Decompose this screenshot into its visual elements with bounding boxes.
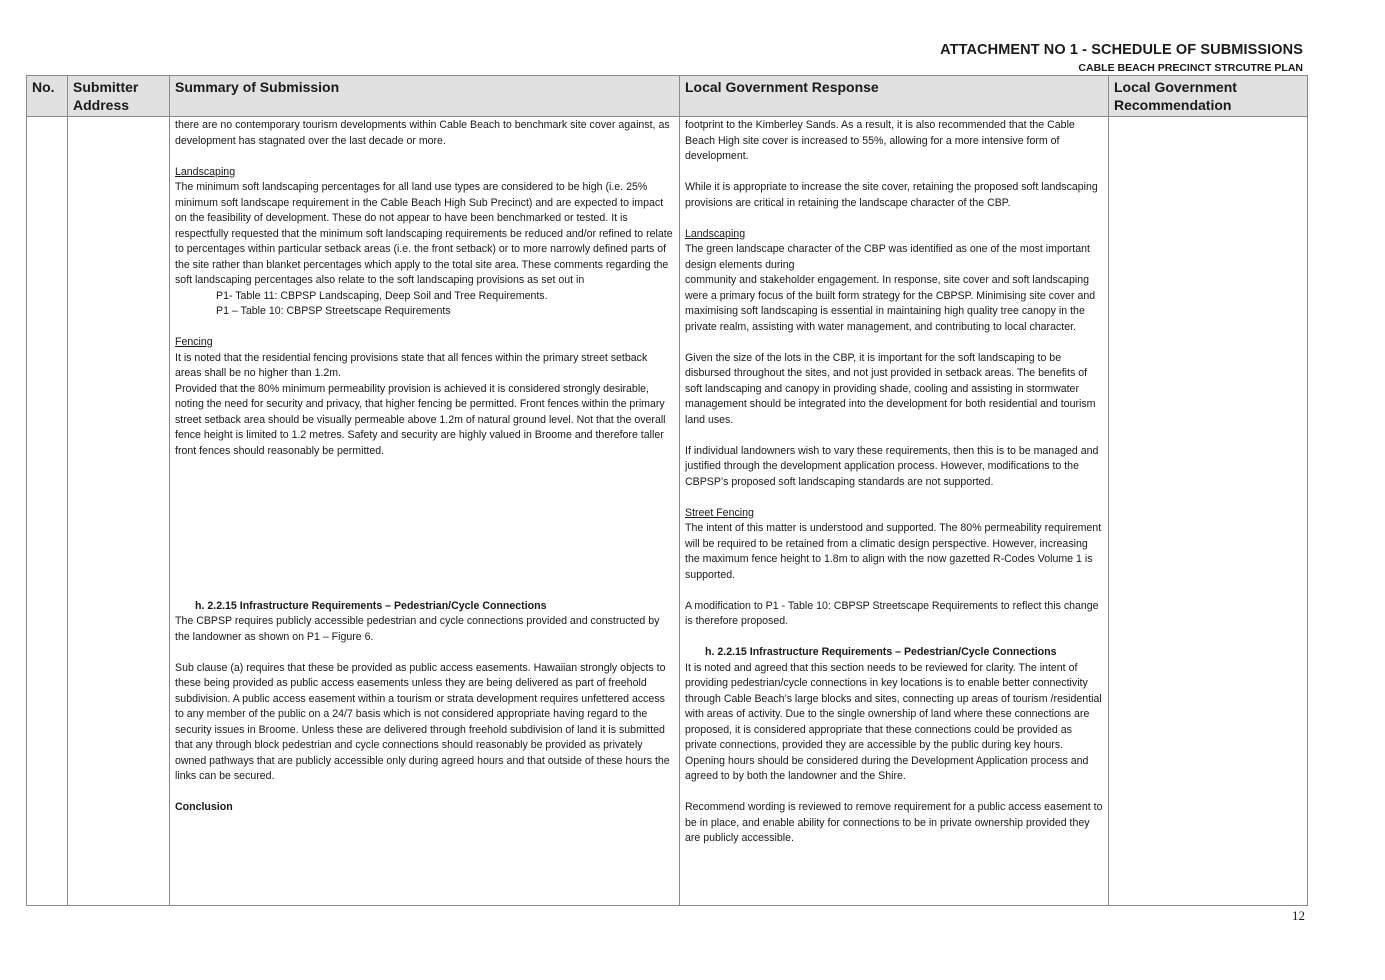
response-paragraph-9: Recommend wording is reviewed to remove requirement for a public access easement to be in place, and enable ability for connections to be in private ownership provided they are publicly accessible.	[685, 801, 1103, 844]
response-paragraph-7: A modification to P1 - Table 10: CBPSP Streetscape Requirements to reflect this change is therefore proposed.	[685, 599, 1099, 627]
summary-infrastructure-heading: h. 2.2.15 Infrastructure Requirements – Pedestrian/Cycle Connections	[195, 599, 547, 612]
summary-landscaping-section	[175, 165, 675, 320]
submissions-table	[26, 75, 1308, 906]
document-title: ATTACHMENT NO 1 - SCHEDULE OF SUBMISSIONS	[940, 42, 1303, 58]
summary-fencing-text-1: It is noted that the residential fencing provisions state that all fences within the primary street setback areas shall be no higher than 1.2m.	[175, 351, 648, 379]
cell-no	[27, 117, 68, 906]
response-fencing-heading: Street Fencing	[685, 506, 754, 519]
summary-infrastructure-text-1: The CBPSP requires publicly accessible pedestrian and cycle connections provided and constructed by the landowner as shown on P1 – Figure 6.	[175, 615, 660, 643]
column-header-response: Local Government Response	[680, 76, 1109, 117]
response-landscaping-heading: Landscaping	[685, 227, 746, 240]
response-paragraph-3: The green landscape character of the CBP was identified as one of the most important design elements during	[685, 243, 1090, 271]
summary-fencing-section	[175, 335, 675, 459]
response-paragraph-5: If individual landowners wish to vary these requirements, then this is to be managed and justified through the development application process. However, modifications to the CBPSP’s proposed soft landscaping standards are not supported.	[685, 444, 1099, 488]
column-header-submitter: Submitter Address	[68, 76, 170, 117]
document-subtitle: CABLE BEACH PRECINCT STRCUTRE PLAN	[1078, 62, 1303, 74]
cell-submitter	[68, 117, 170, 906]
column-header-no: No.	[27, 76, 68, 117]
summary-reference-1: P1- Table 11: CBPSP Landscaping, Deep Soil and Tree Requirements.	[216, 289, 548, 302]
table-row	[27, 117, 1308, 906]
summary-spacer	[175, 475, 675, 599]
response-landscaping-section	[685, 227, 1104, 336]
summary-conclusion-heading: Conclusion	[175, 801, 233, 813]
response-paragraph-6: The intent of this matter is understood and supported. The 80% permeability requirement will be required to be retained from a climatic design perspective. However, increasing the maximum fence height to 1.8m to align with the now gazetted R-Codes Volume 1 is supported.	[685, 522, 1102, 581]
response-paragraph-8: It is noted and agreed that this section needs to be reviewed for clarity. The intent of providing pedestrian/cycle connections in key locations is to enable better connectivity through Cable Beach’s large blocks and sites, connecting up areas of tourism /residential with areas of activity. Due to the single ownership of land where these connections are proposed, it is considered appropriate that these connections could be provided as private connections, provided they are accessible by the public during key hours. Opening hours should be considered during the Development Application process and agreed to by both the landowner and the Shire.	[685, 661, 1102, 782]
summary-fencing-heading: Fencing	[175, 336, 213, 348]
summary-reference-2: P1 – Table 10: CBPSP Streetscape Requirements	[216, 305, 451, 317]
cell-response	[680, 117, 1109, 906]
column-header-summary: Summary of Submission	[170, 76, 680, 117]
summary-infrastructure-section	[175, 599, 675, 646]
summary-intro: there are no contemporary tourism developments within Cable Beach to benchmark site cover against, as development has stagnated over the last decade or more.	[175, 119, 670, 147]
response-infrastructure-heading: h. 2.2.15 Infrastructure Requirements – Pedestrian/Cycle Connections	[705, 646, 1057, 658]
page-number: 12	[1292, 908, 1305, 923]
summary-landscaping-text: The minimum soft landscaping percentages for all land use types are considered to be high (i.e. 25% minimum soft landscape requirement in the Cable Beach High Sub Precinct) and are expected to impact on the feasibility of development. These do not appear to have been benchmarked or tested. It is respectfully requested that the minimum soft landscaping requirements be reduced and/or refined to relate to percentages within particular setback areas (i.e. the front setback) or to more narrowly defined parts of the site rather than blanket percentages which apply to the total site area. These comments regarding the soft landscaping percentages also relate to the soft landscaping provisions as set out in	[175, 181, 673, 286]
table-header-row	[27, 76, 1308, 117]
column-header-recommendation: Local Government Recommendation	[1109, 76, 1308, 117]
cell-summary	[170, 117, 680, 906]
response-paragraph-3b: community and stakeholder engagement. In response, site cover and soft landscaping were a primary focus of the built form strategy for the CBPSP. Minimising site cover and maximising soft landscaping is essential in maintaining high quality tree canopy in the private realm, assisting with water management, and contributing to local character.	[685, 274, 1096, 333]
response-paragraph-4: Given the size of the lots in the CBP, it is important for the soft landscaping to be disbursed throughout the sites, and not just provided in setback areas. The benefits of soft landscaping and canopy in providing shade, cooling and assisting in stormwater management should be integrated into the development for both residential and tourism land uses.	[685, 351, 1096, 426]
response-fencing-section	[685, 506, 1104, 584]
response-paragraph-1: footprint to the Kimberley Sands. As a result, it is also recommended that the Cable Beach High site cover is increased to 55%, allowing for a more intensive form of development.	[685, 119, 1075, 162]
response-infrastructure-section	[685, 645, 1104, 785]
summary-landscaping-heading: Landscaping	[175, 165, 236, 178]
cell-recommendation	[1109, 117, 1308, 906]
response-paragraph-2: While it is appropriate to increase the site cover, retaining the proposed soft landscaping provisions are critical in retaining the landscape character of the CBP.	[685, 181, 1098, 209]
summary-infrastructure-text-2: Sub clause (a) requires that these be provided as public access easements. Hawaiian strongly objects to these being provided as public access easements unless they are being delivered as part of freehold subdivision. A public access easement within a tourism or strata development requires unfettered access to any member of the public on a 24/7 basis which is not considered appropriate having regard to the security issues in Broome. Unless these are delivered through freehold subdivision of land it is submitted that any through block pedestrian and cycle connections should reasonably be provided as privately owned pathways that are publicly accessible only during agreed hours and that outside of these hours the links can be secured.	[175, 661, 670, 782]
summary-fencing-text-2: Provided that the 80% minimum permeability provision is achieved it is considered strongly desirable, noting the need for security and privacy, that higher fencing be permitted. Front fences within the primary street setback area should be visually permeable above 1.2m of natural ground level. Not that the overall fence height is limited to 1.2 metres. Safety and security are highly valued in Broome and therefore taller front fences should reasonably be permitted.	[175, 382, 666, 457]
